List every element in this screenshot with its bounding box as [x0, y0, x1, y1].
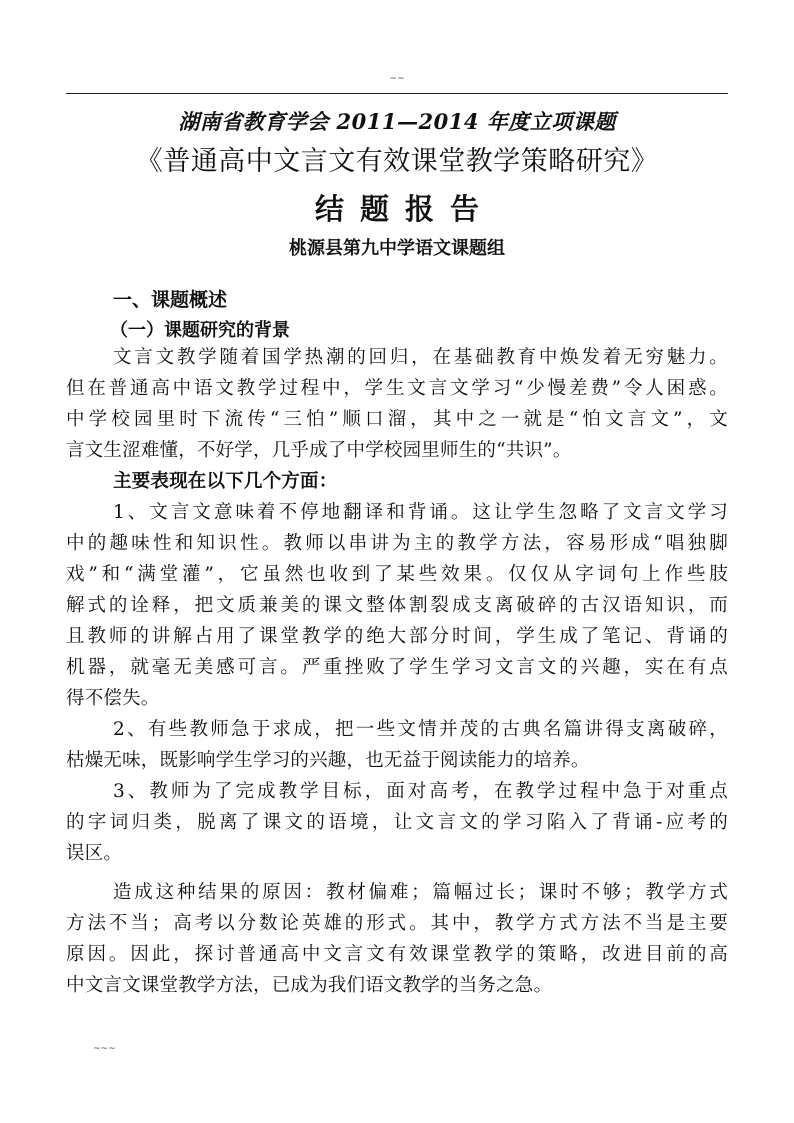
- text-line: 得不偿失。: [66, 688, 160, 709]
- paragraph: [66, 776, 728, 869]
- paragraph: [66, 877, 728, 1001]
- text-line: 造成这种结果的原因：教材偏难；篇幅过长；课时不够；教学方式: [113, 882, 728, 903]
- text-line: 1、文言文意味着不停地翻译和背诵。这让学生忽略了文言文学习: [113, 502, 728, 523]
- research-title: 《普通高中文言文有效课堂教学策略研究》: [135, 146, 659, 177]
- paragraph: [66, 466, 728, 497]
- author-group: 桃源县第九中学语文课题组: [289, 238, 505, 259]
- section-heading: 一、课题概述: [113, 289, 228, 311]
- text-line: 且教师的讲解占用了课堂教学的绝大部分时间，学生成了笔记、背诵的: [66, 626, 728, 647]
- text-line: 文言文教学随着国学热潮的回归，在基础教育中焕发着无穷魅力。: [113, 347, 728, 368]
- text-line: 机器，就毫无美感可言。严重挫败了学生学习文言文的兴趣，实在有点: [66, 657, 728, 678]
- text-line: 中学校园里时下流传“三怕”顺口溜，其中之一就是“怕文言文”，文: [66, 409, 728, 430]
- paragraph: [66, 714, 728, 776]
- paragraph: [66, 342, 728, 466]
- header-mark: ~~: [389, 74, 405, 84]
- header-rule: [66, 93, 728, 94]
- text-line: 方法不当；高考以分数论英雄的形式。其中，教学方式方法不当是主要: [66, 913, 728, 934]
- text-line: 中文言文课堂教学方法，已成为我们语文教学的当务之急。: [66, 975, 553, 996]
- text-line: 言文生涩难懂，不好学，几乎成了中学校园里师生的“共识”。: [66, 440, 572, 461]
- footer-mark: ~~~: [93, 1044, 116, 1054]
- body-text: [66, 342, 728, 1001]
- project-title: 湖南省教育学会 2011—2014 年度立项课题: [178, 109, 616, 134]
- text-line: 戏”和“满堂灌”，它虽然也收到了某些效果。仅仅从字词句上作些肢: [66, 564, 728, 585]
- subsection-heading: （一）课题研究的背景: [110, 320, 290, 341]
- report-title: 结题报告: [314, 192, 495, 226]
- paragraph: [66, 497, 728, 714]
- text-line: 解式的诠释，把文质兼美的课文整体割裂成支离破碎的古汉语知识，而: [66, 595, 728, 616]
- text-line: 主要表现在以下几个方面：: [113, 471, 338, 492]
- text-line: 原因。因此，探讨普通高中文言文有效课堂教学的策略，改进目前的高: [66, 944, 728, 965]
- text-line: 误区。: [66, 843, 123, 864]
- title-block: [66, 104, 728, 264]
- text-line: 3、教师为了完成教学目标，面对高考，在教学过程中急于对重点: [113, 781, 728, 802]
- paragraph-gap: [66, 869, 728, 877]
- text-line: 中的趣味性和知识性。教师以串讲为主的教学方法，容易形成“唱独脚: [66, 533, 728, 554]
- text-line: 枯燥无味，既影响学生学习的兴趣，也无益于阅读能力的培养。: [66, 750, 590, 771]
- text-line: 但在普通高中语文教学过程中，学生文言文学习“少慢差费”令人困惑。: [66, 378, 728, 399]
- text-line: 的字词归类，脱离了课文的语境，让文言文的学习陷入了背诵-应考的: [66, 812, 728, 833]
- text-line: 2、有些教师急于求成，把一些文情并茂的古典名篇讲得支离破碎，: [113, 719, 728, 740]
